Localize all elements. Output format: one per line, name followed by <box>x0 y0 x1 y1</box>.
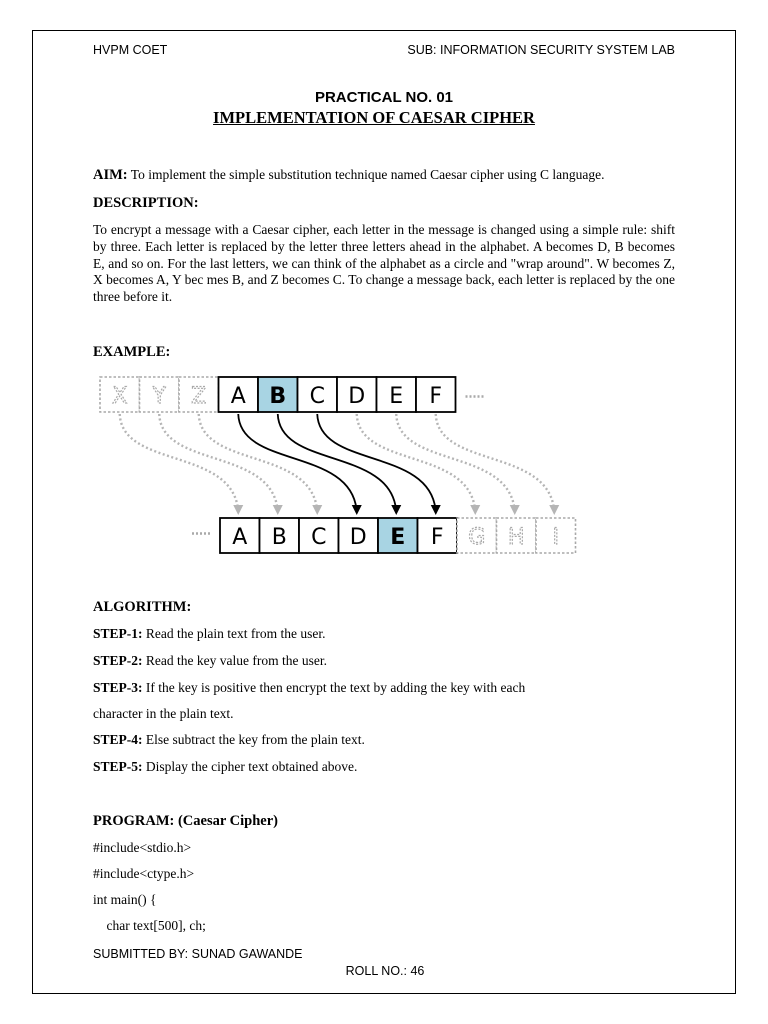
arrowhead <box>273 505 283 515</box>
ciphertext-cell <box>497 518 537 553</box>
shift-arrow <box>199 414 318 512</box>
arrowhead <box>352 505 362 515</box>
description-text: To encrypt a message with a Caesar cipher, each letter in the message is changed using a simple rule: shift by three. Each letter is replaced by the letter three letters ahead in the alphabet. A becomes D, B becomes E, and so on. For the last letters, we can think of the alphabet as a circle and "wrap around". W becomes Z, X becomes A, Y bec mes B, and Z becomes C. To change a message back, each letter is replaced by the one three before it. <box>93 222 675 305</box>
step-3 <box>93 680 525 697</box>
shift-arrow <box>238 414 357 512</box>
plaintext-row <box>100 377 484 412</box>
aim-text: To implement the simple substitution technique named Caesar cipher using C language. <box>127 167 605 182</box>
arrowhead <box>431 505 441 515</box>
ciphertext-cell <box>220 518 260 553</box>
plaintext-cell <box>219 377 259 412</box>
ciphertext-cell <box>378 518 418 553</box>
ciphertext-cell <box>339 518 379 553</box>
letter-glyph: E <box>390 525 406 550</box>
letter-glyph: E <box>389 384 404 409</box>
practical-number: PRACTICAL NO. 01 <box>314 89 454 106</box>
letter-glyph: D <box>348 384 366 409</box>
aim-line <box>93 167 604 184</box>
step-3-continuation: character in the plain text. <box>93 706 234 721</box>
step-text: Display the cipher text obtained above. <box>142 759 358 774</box>
submitted-by: SUBMITTED BY: SUNAD GAWANDE <box>93 947 303 961</box>
step-label: STEP-3: <box>93 680 143 695</box>
ciphertext-row <box>192 518 576 553</box>
plaintext-cell <box>140 377 180 412</box>
letter-glyph: D <box>349 525 367 550</box>
plaintext-cell <box>416 377 456 412</box>
plaintext-cell <box>298 377 338 412</box>
letter-glyph: B <box>269 384 287 409</box>
aim-label: AIM: <box>93 167 128 183</box>
ciphertext-cell <box>536 518 576 553</box>
letter-glyph: C <box>309 384 325 409</box>
description-heading: DESCRIPTION: <box>93 195 199 211</box>
step-text: Read the key value from the user. <box>142 653 327 668</box>
arrowhead <box>312 505 322 515</box>
step-2 <box>93 653 327 670</box>
step-text: If the key is positive then encrypt the text by adding the key with each <box>142 680 526 695</box>
ciphertext-cell <box>299 518 339 553</box>
shift-arrow <box>159 414 278 512</box>
practical-title: IMPLEMENTATION OF CAESAR CIPHER <box>213 108 535 127</box>
step-label: STEP-4: <box>93 732 143 747</box>
shift-arrow <box>396 414 515 512</box>
arrowhead <box>233 505 243 515</box>
arrowhead <box>549 505 559 515</box>
letter-glyph: I <box>552 525 559 550</box>
plaintext-cell <box>377 377 417 412</box>
code-line: char text[500], ch; <box>93 918 206 933</box>
ciphertext-cell <box>260 518 300 553</box>
ciphertext-cell <box>457 518 497 553</box>
algorithm-heading: ALGORITHM: <box>93 599 192 615</box>
arrowhead <box>470 505 480 515</box>
plaintext-cell <box>337 377 377 412</box>
letter-glyph: Y <box>152 384 166 409</box>
plaintext-cell <box>100 377 140 412</box>
step-label: STEP-5: <box>93 759 143 774</box>
shift-arrow <box>317 414 436 512</box>
shift-arrows <box>120 414 560 515</box>
letter-glyph: X <box>112 384 128 409</box>
roll-number: ROLL NO.: 46 <box>345 964 425 978</box>
letter-glyph: A <box>232 525 248 550</box>
header-left: HVPM COET <box>93 43 168 57</box>
step-text: Read the plain text from the user. <box>142 626 326 641</box>
letter-glyph: G <box>468 525 486 550</box>
example-heading: EXAMPLE: <box>93 344 171 360</box>
shift-arrow <box>278 414 397 512</box>
letter-glyph: C <box>311 525 327 550</box>
step-label: STEP-1: <box>93 626 143 641</box>
letter-glyph: F <box>430 525 444 550</box>
plaintext-cell <box>179 377 219 412</box>
step-4 <box>93 732 365 749</box>
plaintext-cell <box>258 377 298 412</box>
arrowhead <box>510 505 520 515</box>
ciphertext-cell <box>418 518 458 553</box>
arrowhead <box>391 505 401 515</box>
letter-glyph: A <box>230 384 246 409</box>
letter-glyph: B <box>271 525 287 550</box>
step-1 <box>93 626 325 643</box>
code-line: #include<ctype.h> <box>93 866 195 881</box>
code-line: #include<stdio.h> <box>93 840 192 855</box>
shift-arrow <box>357 414 476 512</box>
letter-glyph: F <box>429 384 443 409</box>
program-heading: PROGRAM: (Caesar Cipher) <box>93 813 278 829</box>
header-right: SUB: INFORMATION SECURITY SYSTEM LAB <box>407 43 675 57</box>
letter-glyph: Z <box>191 384 207 409</box>
shift-arrow <box>436 414 555 512</box>
shift-arrow <box>120 414 239 512</box>
code-line: int main() { <box>93 892 157 907</box>
step-text: Else subtract the key from the plain text. <box>142 732 365 747</box>
step-label: STEP-2: <box>93 653 143 668</box>
letter-glyph: H <box>507 525 525 550</box>
caesar-shift-diagram <box>90 372 590 562</box>
step-5 <box>93 759 357 776</box>
